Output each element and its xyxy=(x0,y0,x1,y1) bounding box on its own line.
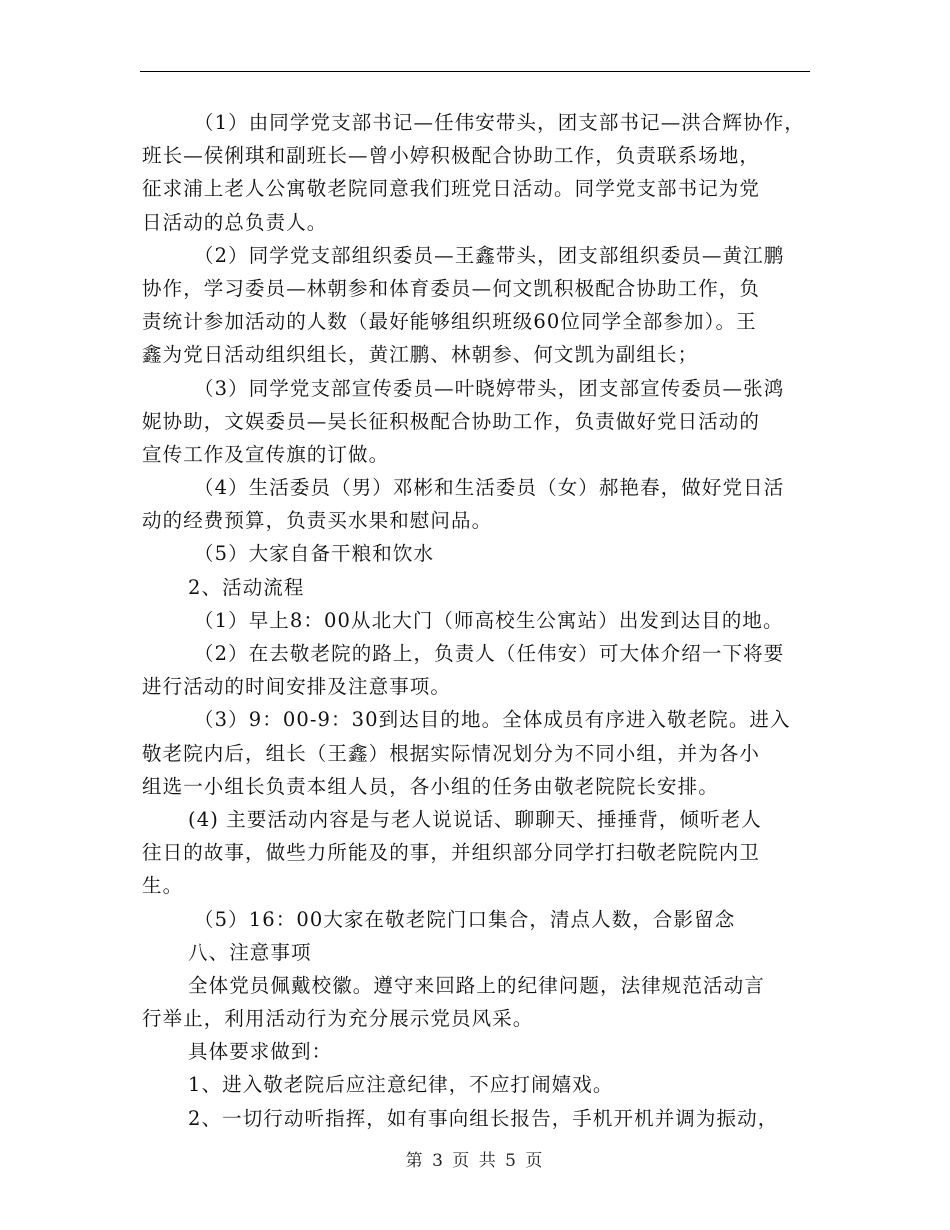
text-line: 日活动的总负责人。 xyxy=(142,210,328,234)
text-line: 2、活动流程 xyxy=(188,575,305,599)
text-line: 责统计参加活动的人数（最好能够组织班级60位同学全部参加）。王 xyxy=(142,310,757,334)
text-line: （3）9：00-9：30到达目的地。全体成员有序进入敬老院。进入 xyxy=(194,708,791,732)
text-line: 协作，学习委员—林朝参和体育委员—何文凯积极配合协助工作，负 xyxy=(142,276,761,300)
text-line: （3）同学党支部宣传委员—叶晓婷带头，团支部宣传委员—张鸿 xyxy=(194,376,785,400)
text-line: （5）16：00大家在敬老院门口集合，清点人数，合影留念 xyxy=(194,907,736,931)
text-line: 往日的故事，做些力所能及的事，并组织部分同学打扫敬老院院内卫 xyxy=(142,841,761,865)
text-line: 进行活动的时间安排及注意事项。 xyxy=(142,675,452,699)
text-line: 鑫为党日活动组织组长，黄江鹏、林朝参、何文凯为副组长； xyxy=(142,343,699,367)
text-line: 2、一切行动听指挥，如有事向组长报告，手机开机并调为振动， xyxy=(188,1106,779,1130)
text-line: 八、注意事项 xyxy=(188,940,312,964)
text-line: 生。 xyxy=(142,874,184,898)
text-line: 行举止，利用活动行为充分展示党员风采。 xyxy=(142,1007,534,1031)
text-line: 妮协助，文娱委员—吴长征积极配合协助工作，负责做好党日活动的 xyxy=(142,409,761,433)
text-line: 具体要求做到： xyxy=(188,1040,333,1064)
text-line: 动的经费预算，负责买水果和慰问品。 xyxy=(142,509,493,533)
text-line: （1）早上8：00从北大门（师高校生公寓站）出发到达目的地。 xyxy=(194,608,784,632)
text-line: 1、进入敬老院后应注意纪律，不应打闹嬉戏。 xyxy=(188,1073,614,1097)
text-line: 组选一小组长负责本组人员，各小组的任务由敬老院院长安排。 xyxy=(142,774,719,798)
text-line: （1）由同学党支部书记—任伟安带头，团支部书记—洪合辉协作， xyxy=(194,111,805,134)
text-line: （2）在去敬老院的路上，负责人（任伟安）可大体介绍一下将要 xyxy=(194,642,785,665)
document-body xyxy=(142,106,812,1135)
text-line: 敬老院内后，组长（王鑫）根据实际情况划分为不同小组，并为各小 xyxy=(142,741,761,765)
text-line: 征求浦上老人公寓敬老院同意我们班党日活动。同学党支部书记为党 xyxy=(142,177,761,201)
text-line: 班长—侯俐琪和副班长—曾小婷积极配合协助工作，负责联系场地， xyxy=(142,144,761,168)
text-line: 全体党员佩戴校徽。遵守来回路上的纪律问题，法律规范活动言 xyxy=(188,973,765,997)
text-line: （5）大家自备干粮和饮水 xyxy=(194,542,435,566)
text-line: （4）生活委员（男）邓彬和生活委员（女）郝艳春，做好党日活 xyxy=(194,476,785,500)
header-rule xyxy=(140,71,810,72)
page-number: 第 3 页 共 5 页 xyxy=(405,1151,545,1171)
text-line: (4) 主要活动内容是与老人说说话、聊聊天、捶捶背，倾听老人 xyxy=(188,807,762,831)
text-line: （2）同学党支部组织委员—王鑫带头，团支部组织委员—黄江鹏 xyxy=(194,243,785,267)
text-line: 宣传工作及宣传旗的订做。 xyxy=(142,442,390,466)
